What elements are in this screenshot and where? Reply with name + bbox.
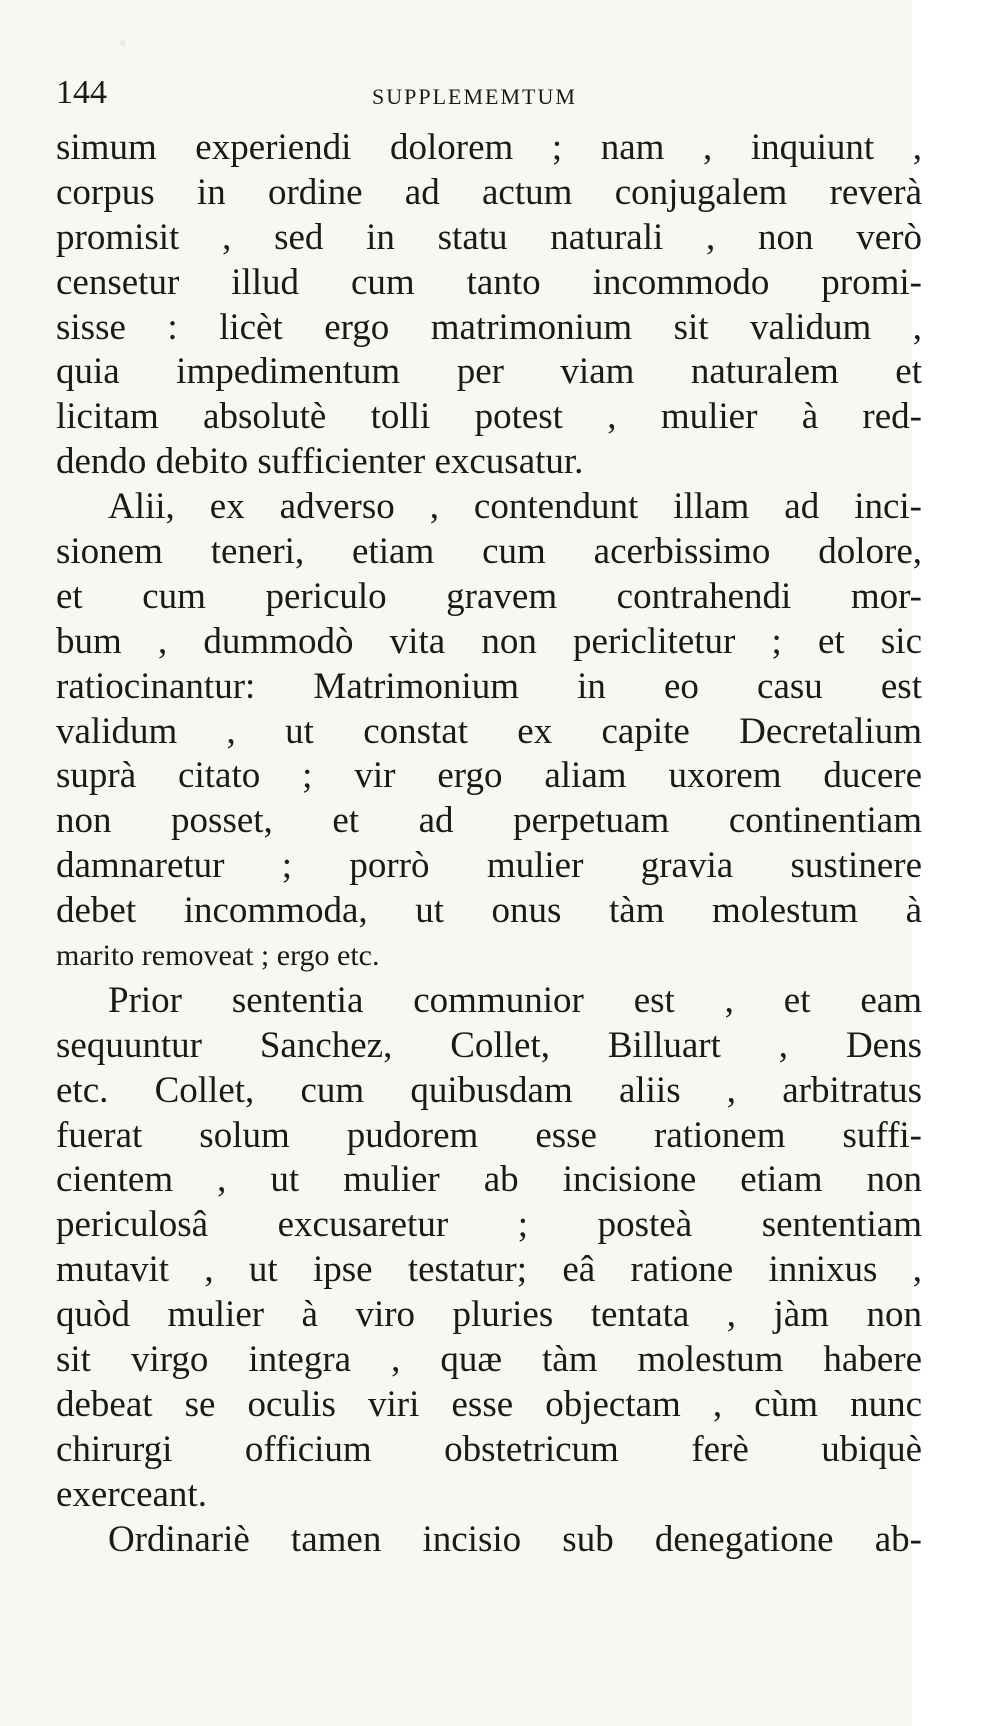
- page-margin: [912, 0, 1000, 1726]
- text-line: cientem , ut mulier ab incisione etiam non: [56, 1159, 922, 1201]
- text-line: periculosâ excusaretur ; posteà sententiam: [56, 1204, 922, 1246]
- text-line: chirurgi officium obstetricum ferè ubiquè: [56, 1428, 922, 1470]
- text-line: quia impedimentum per viam naturalem et: [56, 351, 922, 393]
- text-line: simum experiendi dolorem ; nam , inquiunt ,: [56, 127, 922, 168]
- text-line: suprà citato ; vir ergo aliam uxorem ducere: [56, 755, 922, 797]
- text-line: sisse : licèt ergo matrimonium sit validum ,: [56, 306, 922, 348]
- text-line: sionem teneri, etiam cum acerbissimo dolore,: [56, 531, 922, 573]
- text-line: fuerat solum pudorem esse rationem suffi-: [56, 1114, 922, 1156]
- page-number: 144: [56, 74, 107, 111]
- text-line: dendo debito sufficienter excusatur.: [56, 441, 584, 483]
- body-text: [56, 126, 922, 1563]
- text-line: sequuntur Sanchez, Collet, Billuart , Dens: [56, 1024, 922, 1066]
- text-line: bum , dummodò vita non periclitetur ; et sic: [56, 620, 922, 662]
- text-line: Prior sententia communior est , et eam: [108, 979, 922, 1021]
- paper-speck: [120, 40, 126, 46]
- text-line: Ordinariè tamen incisio sub denegatione ab-: [108, 1518, 922, 1560]
- text-line: corpus in ordine ad actum conjugalem reverà: [56, 171, 922, 213]
- running-head: SUPPLEMEMTUM: [372, 84, 577, 109]
- text-line: validum , ut constat ex capite Decretalium: [56, 710, 922, 752]
- text-line: et cum periculo gravem contrahendi mor-: [56, 575, 922, 617]
- page-header: [0, 74, 1000, 114]
- text-line: exerceant.: [56, 1473, 207, 1515]
- text-line: Alii, ex adverso , contendunt illam ad inci-: [108, 486, 922, 528]
- text-line: quòd mulier à viro pluries tentata , jàm non: [56, 1294, 922, 1336]
- text-line: sit virgo integra , quæ tàm molestum habere: [56, 1339, 922, 1381]
- text-line: licitam absolutè tolli potest , mulier à red-: [56, 396, 922, 438]
- text-line: debet incommoda, ut onus tàm molestum à: [56, 890, 922, 932]
- text-line: ratiocinantur: Matrimonium in eo casu est: [56, 665, 922, 707]
- text-line: debeat se oculis viri esse objectam , cùm nunc: [56, 1383, 922, 1425]
- text-line: non posset, et ad perpetuam continentiam: [56, 800, 922, 842]
- text-line: marito removeat ; ergo etc.: [56, 939, 380, 973]
- text-line: promisit , sed in statu naturali , non verò: [56, 216, 922, 258]
- text-line: mutavit , ut ipse testatur; eâ ratione innixus ,: [56, 1249, 922, 1291]
- text-line: damnaretur ; porrò mulier gravia sustinere: [56, 845, 922, 887]
- text-line: censetur illud cum tanto incommodo promi-: [56, 261, 922, 303]
- text-line: etc. Collet, cum quibusdam aliis , arbitratus: [56, 1069, 922, 1111]
